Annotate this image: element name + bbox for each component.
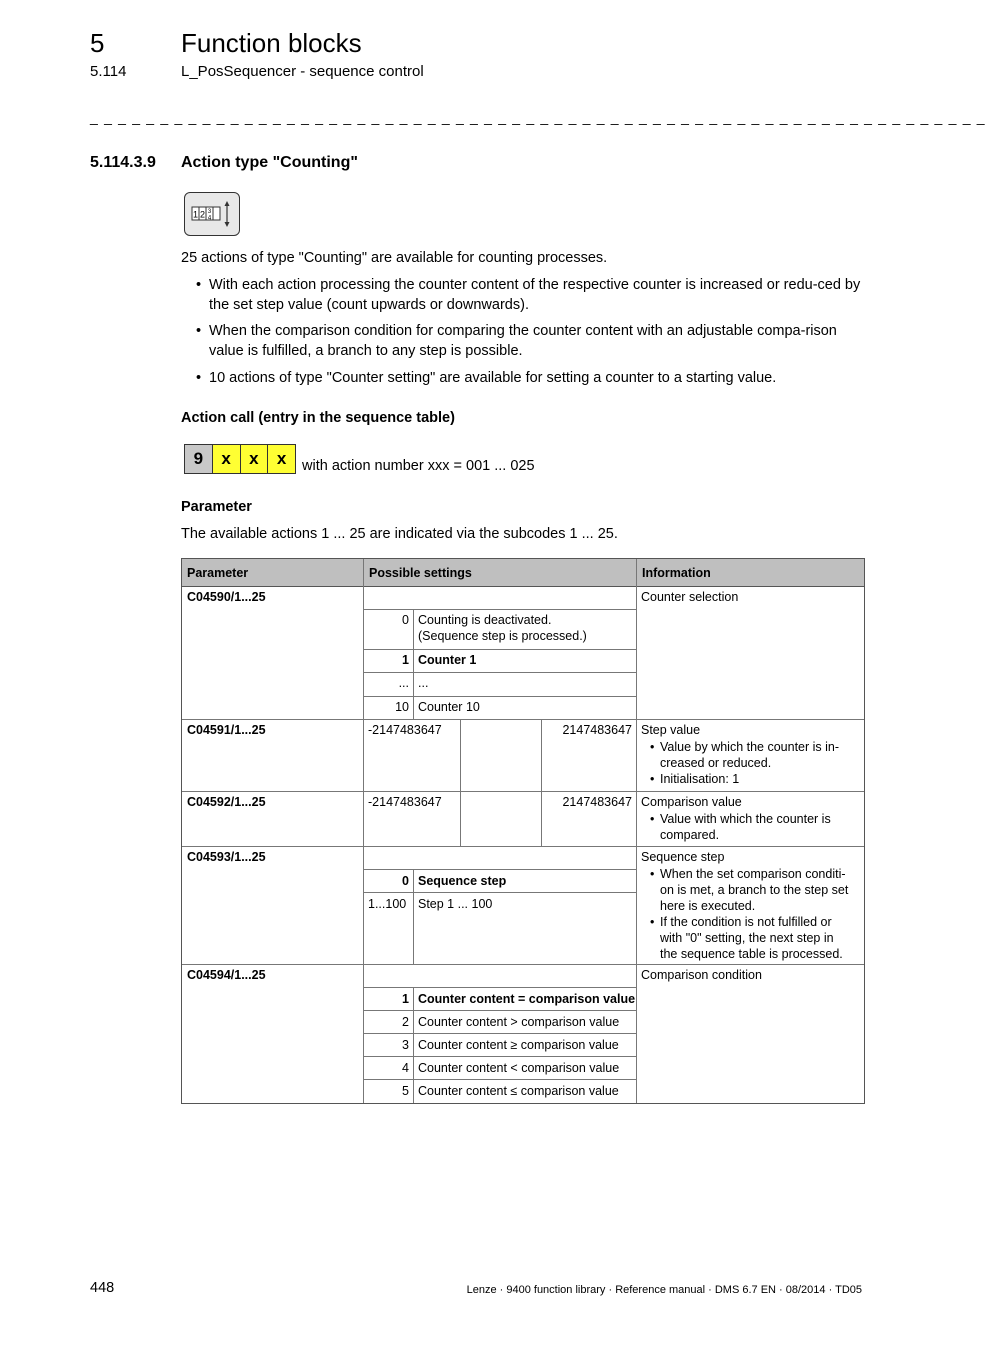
bullet-text: With each action processing the counter content of the respective counter is increased or redu-ced by the set step value (count upwards or downwards). [209, 277, 861, 313]
setting-text: Counter content < comparison value [418, 1061, 620, 1075]
info-bullet-text: Value with which the counter is compared. [660, 812, 831, 842]
bullet-dot: • [196, 323, 202, 339]
counter-icon [184, 192, 240, 236]
action-call-code [184, 444, 296, 474]
action-call-heading: Action call (entry in the sequence table) [181, 410, 455, 426]
param-info: Step value [641, 723, 701, 737]
setting-text: Counter 1 [418, 653, 477, 667]
table-header-cell: Possible settings [369, 566, 472, 580]
range-min: -2147483647 [368, 795, 442, 809]
counter-digit: 3 [207, 209, 212, 215]
setting-text: Counter content ≤ comparison value [418, 1084, 619, 1098]
setting-value: 4 [402, 1061, 409, 1075]
setting-value: 1 [402, 653, 409, 667]
info-bullet-text: Initialisation: 1 [660, 772, 740, 786]
range-min: -2147483647 [368, 723, 442, 737]
subsection-number: 5.114.3.9 [90, 154, 156, 171]
page-number: 448 [90, 1280, 115, 1296]
bullet-text: 10 actions of type "Counter setting" are available for setting a counter to a starting value. [209, 370, 777, 386]
bullet-dot: • [196, 277, 202, 293]
action-call-cell: 9 [185, 445, 212, 473]
param-code: C04594/1...25 [187, 968, 266, 982]
document-reference: Lenze · 9400 function library · Reference manual · DMS 6.7 EN · 08/2014 · TD05 [466, 1284, 862, 1296]
info-bullet-dot: • [650, 867, 655, 881]
setting-text: Sequence step [418, 874, 507, 888]
chapter-number: 5 [90, 28, 105, 58]
setting-value: 0 [402, 613, 409, 627]
table-header-cell: Information [642, 566, 711, 580]
setting-value: 0 [402, 874, 409, 888]
setting-text: Counter content = comparison value [418, 992, 636, 1006]
range-max: 2147483647 [562, 723, 632, 737]
setting-value: ... [398, 676, 409, 690]
info-bullet-dot: • [650, 812, 655, 826]
counter-icon-graphic [185, 193, 239, 235]
table-header [182, 559, 864, 587]
setting-text: Counter content > comparison value [418, 1015, 620, 1029]
counter-digit: 4 [207, 215, 212, 222]
counter-digit: 2 [199, 209, 206, 220]
info-bullet-dot: • [650, 915, 655, 929]
intro-paragraph: 25 actions of type "Counting" are available for counting processes. [181, 250, 608, 266]
param-code: C04590/1...25 [187, 590, 266, 604]
setting-value: 10 [395, 700, 409, 714]
section-title: L_PosSequencer - sequence control [181, 63, 424, 80]
separator-line: _ _ _ _ _ _ _ _ _ _ _ _ _ _ _ _ _ _ _ _ _ _ _ _ _ _ _ _ _ _ _ _ _ _ _ _ _ _ _ _ _ _ _ _ _ _ _ _ _ _ _ _ _ _ _ _ _ _ _ _ _ _ _ _ [90, 109, 986, 125]
setting-value: 1...100 [368, 897, 407, 911]
param-info: Comparison condition [641, 968, 762, 982]
parameter-heading: Parameter [181, 499, 252, 515]
bullet-dot: • [196, 370, 202, 386]
range-max: 2147483647 [562, 795, 632, 809]
info-bullet-text: Value by which the counter is in- creased or reduced. [660, 740, 840, 770]
info-bullet-text: If the condition is not fulfilled or with "0" setting, the next step in the sequence table is processed. [660, 915, 843, 961]
param-info: Sequence step [641, 850, 725, 864]
info-bullet-dot: • [650, 740, 655, 754]
param-code: C04593/1...25 [187, 850, 266, 864]
action-call-text: with action number xxx = 001 ... 025 [302, 458, 535, 474]
param-info: Counter selection [641, 590, 739, 604]
action-call-cell: x [267, 445, 295, 473]
counter-digit: 1 [192, 209, 199, 220]
action-call-cell: x [212, 445, 240, 473]
bullet-text: When the comparison condition for comparing the counter content with an adjustable compa-rison value is fulfilled, a branch to any step is possible. [209, 323, 837, 359]
subsection-title: Action type "Counting" [181, 154, 358, 171]
parameter-text: The available actions 1 ... 25 are indicated via the subcodes 1 ... 25. [181, 526, 618, 542]
setting-value: 2 [402, 1015, 409, 1029]
setting-text: Step 1 ... 100 [418, 897, 493, 911]
param-code: C04592/1...25 [187, 795, 266, 809]
setting-text: Counting is deactivated. (Sequence step is processed.) [418, 613, 587, 643]
param-info: Comparison value [641, 795, 742, 809]
setting-value: 5 [402, 1084, 409, 1098]
action-call-cell: x [240, 445, 268, 473]
info-bullet-text: When the set comparison conditi- on is met, a branch to the step set here is executed. [660, 867, 849, 913]
setting-text: Counter content ≥ comparison value [418, 1038, 619, 1052]
parameter-table [181, 558, 865, 1104]
setting-value: 3 [402, 1038, 409, 1052]
param-code: C04591/1...25 [187, 723, 266, 737]
setting-text: ... [418, 676, 429, 690]
chapter-title: Function blocks [181, 28, 362, 58]
info-bullet-dot: • [650, 772, 655, 786]
table-header-cell: Parameter [187, 566, 249, 580]
section-number: 5.114 [90, 63, 127, 80]
setting-text: Counter 10 [418, 700, 480, 714]
setting-value: 1 [402, 992, 409, 1006]
